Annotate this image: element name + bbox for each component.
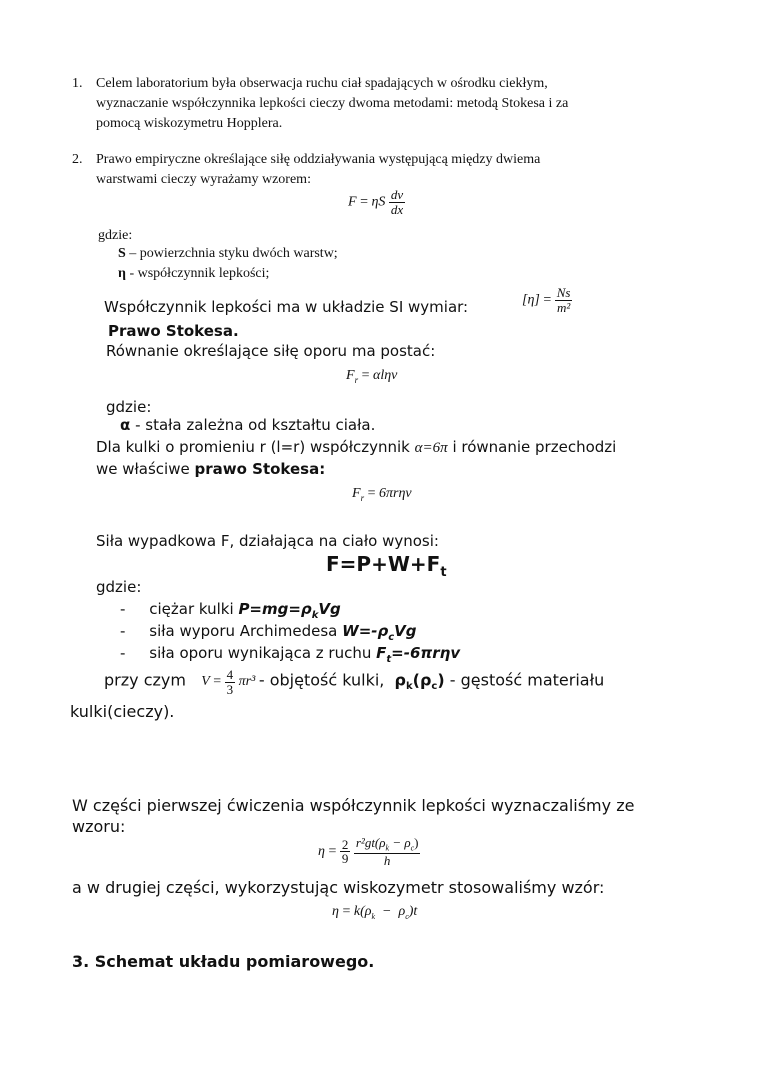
def-viscosity: η - współczynnik lepkości;	[118, 266, 270, 281]
viscometer-formula: $\eta = k(\rho_k - \rho_c)t$	[332, 904, 418, 921]
resultant-intro: Siła wypadkowa F, działająca na ciało wynosi:	[96, 532, 439, 550]
si-unit-formula: [η] = $\frac{Ns}{\text{m²}}$	[522, 285, 571, 315]
def-surface: S – powierzchnia styku dwóch warstw;	[118, 246, 338, 261]
sphere-line-1: Dla kulki o promieniu r (l=r) współczynnik α=6π i równanie przechodzi	[96, 438, 617, 456]
part-1-line-1: W części pierwszej ćwiczenia współczynnik lepkości wyznaczaliśmy ze	[72, 796, 635, 815]
drag-force-formula: $F_r = \alpha l\eta v$	[346, 368, 398, 385]
si-unit-text: Współczynnik lepkości ma w układzie SI wymiar:	[104, 298, 469, 316]
item-1-line-2: wyznaczanie współczynnika lepkości cieczy dwoma metodami: metodą Stokesa i za	[96, 96, 569, 111]
volume-density-line: przy czym V = $\frac{4}{3}$ πr³ - objętość kulki, $\rho_k(\rho_c)$ - gęstość materiału	[104, 667, 605, 697]
resultant-formula: $F=P+W+F_t$	[326, 552, 447, 580]
item-1-line-1: Celem laboratorium była obserwacja ruchu ciał spadających w ośrodku ciekłym,	[96, 76, 548, 91]
item-1-number: 1.	[72, 76, 83, 91]
stokes-viscosity-formula: η = $\frac{2}{9}$ $\frac{r^2gt(\rho_k - \rho_c)}{h}$	[318, 835, 419, 868]
item-2-line-2: warstwami cieczy wyrażamy wzorem:	[96, 172, 311, 187]
where-label-2: gdzie:	[106, 398, 152, 416]
stokes-heading: Prawo Stokesa.	[108, 322, 239, 340]
item-2-line-1: Prawo empiryczne określające siłę oddziaływania występującą między dwiema	[96, 152, 541, 167]
part-2-text: a w drugiej części, wykorzystując wiskozymetr stosowaliśmy wzór:	[72, 878, 605, 897]
def-alpha: α - stała zależna od kształtu ciała.	[120, 416, 376, 434]
section-3-heading: 3. Schemat układu pomiarowego.	[72, 952, 375, 971]
item-1-line-3: pomocą wiskozymetru Hopplera.	[96, 116, 283, 131]
where-label-1: gdzie:	[98, 228, 133, 243]
force-item-buoyancy: - siła wyporu Archimedesa $W=-\rho_cVg$	[120, 622, 417, 643]
where-label-3: gdzie:	[96, 578, 142, 596]
part-1-line-2: wzoru:	[72, 817, 126, 836]
force-item-drag: - siła oporu wynikająca z ruchu $F_t=-6\pi r\eta v$	[120, 644, 461, 665]
item-2-number: 2.	[72, 152, 83, 167]
stokes-law-formula: $F_r = 6\pi r\eta v$	[352, 486, 412, 503]
sphere-line-2: we właściwe prawo Stokesa:	[96, 460, 326, 478]
stokes-intro: Równanie określające siłę oporu ma postać:	[106, 342, 436, 360]
viscous-force-formula: F = ηS $\frac{dv}{dx}$	[348, 187, 404, 217]
density-continuation: kulki(cieczy).	[70, 702, 175, 721]
force-item-weight: - ciężar kulki $P=mg=\rho_kVg$	[120, 600, 341, 621]
